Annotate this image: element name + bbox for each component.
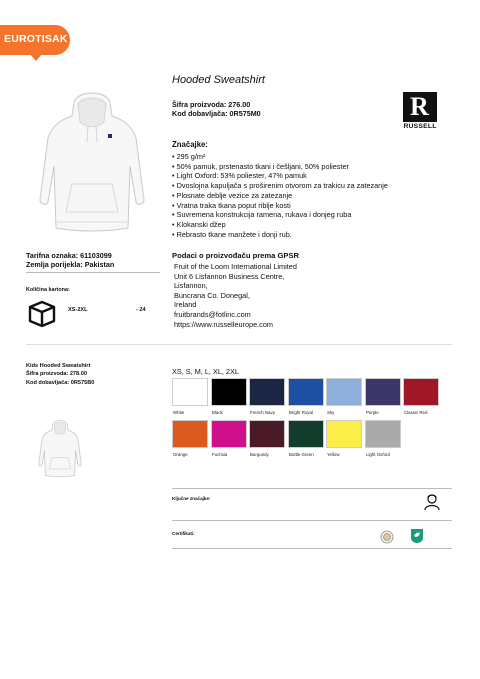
carton-box-icon: [27, 299, 57, 327]
kids-product-info: [26, 362, 94, 387]
color-swatch-label: Bottle Green: [289, 452, 314, 457]
russell-logo-mark: [403, 92, 437, 122]
feature-item: • Suvremena konstrukcija ramena, rukava i donjeg ruba: [172, 210, 388, 220]
carton-quantity-label: Količina kartona:: [26, 287, 70, 293]
color-swatch-label: Black: [212, 410, 223, 415]
color-swatch: [172, 420, 208, 448]
hoodie-product-image: [38, 88, 146, 233]
color-swatch-label: Classic Red: [404, 410, 428, 415]
color-swatch: [288, 378, 324, 406]
color-swatch: [172, 378, 208, 406]
color-swatch-label: Yellow: [327, 452, 340, 457]
color-swatch-label: Purple: [366, 410, 379, 415]
feature-item: • Light Oxford: 53% poliester, 47% pamuk: [172, 171, 388, 181]
kids-product-title: Kids Hooded Sweatshirt: [26, 363, 91, 369]
divider: [172, 488, 452, 489]
color-swatch-label: Fuchsia: [212, 452, 228, 457]
key-features-label: Ključne značajke:: [172, 496, 211, 501]
gpsr-line: Unit 6 Lisfannon Business Centre,: [174, 271, 285, 281]
eurotisak-logo: [0, 25, 70, 55]
feature-item: • Plosnate deblje vezice za zatezanje: [172, 191, 388, 201]
color-swatch-label: White: [173, 410, 185, 415]
feature-item: • 50% pamuk, prstenasto tkani i češljani, 50% poliester: [172, 162, 388, 172]
color-swatch-label: Sky: [327, 410, 335, 415]
color-swatch: [365, 378, 401, 406]
kids-supplier-code: Kod dobavljača: 0R575B0: [26, 379, 95, 386]
product-code: Šifra proizvoda: 276.00: [172, 100, 251, 109]
certificates-label: Certifikati:: [172, 531, 195, 536]
kids-hoodie-image: [38, 417, 82, 479]
russell-logo-letter: R: [410, 92, 429, 121]
color-swatch-label: Bright Royal: [289, 410, 313, 415]
carton-size-range: XS-2XL: [68, 307, 88, 313]
features-list: [172, 152, 388, 239]
divider: [26, 272, 160, 273]
gpsr-line: Buncrana Co. Donegal,: [174, 290, 250, 300]
gpsr-website: https://www.russelleurope.com: [174, 319, 273, 329]
color-swatch: [211, 420, 247, 448]
product-codes: [172, 100, 261, 119]
russell-logo-word: RUSSELL: [403, 123, 437, 130]
color-swatch-label: Burgundy: [250, 452, 269, 457]
divider: [172, 520, 452, 521]
origin-info: [26, 251, 114, 269]
features-title: Značajke:: [172, 140, 208, 149]
person-icon: [423, 493, 441, 511]
color-swatch: [249, 378, 285, 406]
gpsr-address: [174, 262, 297, 329]
logo-text: EUROTISAK: [4, 33, 68, 45]
available-sizes: XS, S, M, L, XL, 2XL: [172, 367, 239, 376]
color-swatch: [249, 420, 285, 448]
color-swatch: [288, 420, 324, 448]
carton-quantity: - 24: [136, 307, 146, 313]
russell-brand-logo: [398, 92, 442, 134]
feature-item: • Klokanski džep: [172, 220, 388, 230]
feature-item: • Vratna traka tkana poput riblje kosti: [172, 201, 388, 211]
gpsr-line: Ireland: [174, 300, 197, 310]
color-swatch: [326, 378, 362, 406]
feature-item: • Rebrasto tkane manžete i donji rub.: [172, 230, 388, 240]
country-of-origin: Zemlja porijekla: Pakistan: [26, 260, 115, 269]
tariff-code: Tarifna oznaka: 61103099: [26, 251, 112, 260]
feature-item: • 295 g/m²: [172, 152, 388, 162]
eco-certificate-icon: [410, 528, 424, 544]
color-swatch: [326, 420, 362, 448]
divider: [172, 548, 452, 549]
color-swatch: [403, 378, 439, 406]
kids-product-code: Šifra proizvoda: 278.00: [26, 371, 87, 378]
section-divider: [26, 344, 452, 345]
gpsr-line: Fruit of the Loom International Limited: [174, 262, 297, 271]
certificate-seal-icon: [380, 530, 394, 544]
color-swatch-label: French Navy: [250, 410, 275, 415]
gpsr-title: Podaci o proizvođaču prema GPSR: [172, 251, 300, 260]
gpsr-line: Lisfannon,: [174, 281, 208, 291]
product-title: Hooded Sweatshirt: [172, 74, 265, 86]
gpsr-email: fruitbrands@fotlinc.com: [174, 309, 251, 319]
color-swatch: [211, 378, 247, 406]
color-swatch: [365, 420, 401, 448]
supplier-code: Kod dobavljača: 0R575M0: [172, 109, 261, 119]
color-swatch-label: Orange: [173, 452, 188, 457]
color-swatch-label: Light Oxford: [366, 452, 390, 457]
feature-item: • Dvoslojna kapuljača s proširenim otvorom za trakicu za zatezanje: [172, 181, 388, 191]
